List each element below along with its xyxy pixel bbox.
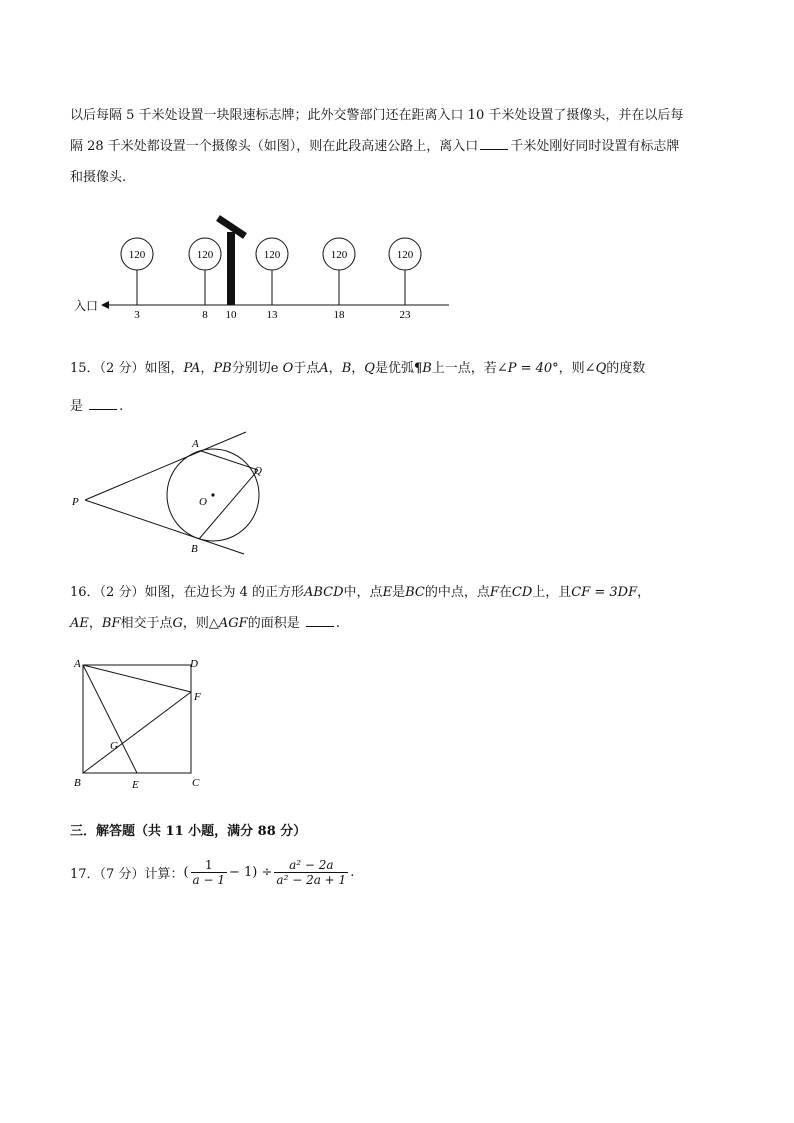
sign-8 xyxy=(189,238,221,321)
q14-line-1 xyxy=(70,104,683,123)
q15-arc-b: B xyxy=(422,361,432,376)
q17-fraction-2 xyxy=(274,858,348,887)
q15-line-2 xyxy=(70,395,123,414)
label-a: A xyxy=(74,658,81,670)
label-o: O xyxy=(199,496,207,508)
center-point xyxy=(211,493,214,496)
square-abcd xyxy=(83,665,191,773)
q17-f1-num: 1 xyxy=(191,858,227,873)
square-figure xyxy=(68,655,208,795)
q15-line2a: 是 xyxy=(70,399,84,414)
q15-line2b: . xyxy=(119,399,124,414)
q16-t5: 上，且 xyxy=(532,585,572,600)
sign-13-km: 13 xyxy=(266,309,278,321)
q15-arc-glyph: ¶ xyxy=(413,361,423,376)
q16-cd: CD xyxy=(511,585,533,600)
sign-18 xyxy=(323,238,355,321)
q16-line-1 xyxy=(70,581,650,600)
q15-angle-q: ∠Q xyxy=(584,361,607,376)
q15-t5: ，则 xyxy=(558,361,585,376)
q16-sep: ， xyxy=(88,616,102,631)
q15-q: Q xyxy=(364,361,375,376)
q16-e: E xyxy=(382,585,393,600)
q17-end: . xyxy=(350,865,355,880)
label-f: F xyxy=(194,691,201,703)
section-3-heading xyxy=(70,820,306,839)
q16-t2: 是 xyxy=(392,585,406,600)
sign-18-value: 120 xyxy=(330,249,348,261)
label-e: E xyxy=(132,779,139,791)
segment-af xyxy=(83,665,191,692)
q15-a: A xyxy=(319,361,329,376)
q16-g: G xyxy=(172,616,183,631)
sign-3-km: 3 xyxy=(134,309,140,321)
q16-eq: CF = 3DF xyxy=(571,585,638,600)
q15-sep3: ， xyxy=(351,361,365,376)
q16-bf: BF xyxy=(101,616,121,631)
q16-answer-blank[interactable] xyxy=(306,614,334,627)
q16-t4: 在 xyxy=(498,585,512,600)
sign-8-value: 120 xyxy=(196,249,214,261)
q17-open: ( xyxy=(183,865,189,880)
label-b: B xyxy=(74,777,81,789)
chord-bq xyxy=(199,470,258,539)
sign-3-value: 120 xyxy=(128,249,146,261)
q15-prefix: 15．（2 分）如图， xyxy=(70,361,184,376)
q15-sep2: ， xyxy=(328,361,342,376)
q14-text-2a: 隔 28 千米处都设置一个摄像头（如图），则在此段高速公路上，离入口 xyxy=(70,139,479,154)
sign-23 xyxy=(389,238,421,321)
q16-ae: AE xyxy=(70,616,89,631)
sign-23-value: 120 xyxy=(396,249,414,261)
sign-13-value: 120 xyxy=(263,249,281,261)
q16-abcd: ABCD xyxy=(303,585,344,600)
q15-sep1: ， xyxy=(200,361,214,376)
section-3-title: 三．解答题（共 11 小题，满分 88 分） xyxy=(70,824,307,839)
q14-text-3: 和摄像头. xyxy=(70,170,127,185)
q17-prefix: 17．（7 分）计算： xyxy=(70,867,184,882)
q14-answer-blank[interactable] xyxy=(480,137,508,150)
q15-t1: 分别切 xyxy=(231,361,271,376)
q16-t9: 的面积是 xyxy=(247,616,300,631)
sign-18-km: 18 xyxy=(333,309,345,321)
q16-f: F xyxy=(489,585,499,600)
q17-line xyxy=(70,858,354,887)
tangent-pb xyxy=(85,500,244,554)
q17-minus: − 1) ÷ xyxy=(229,865,273,880)
q15-line-1 xyxy=(70,357,645,376)
sign-3 xyxy=(121,238,153,321)
q16-t8: ，则 xyxy=(182,616,209,631)
segment-bf xyxy=(83,692,191,773)
camera-10 xyxy=(218,218,245,321)
label-q: Q xyxy=(254,465,262,477)
entrance-label: 入口 xyxy=(74,299,99,313)
q16-line-2 xyxy=(70,612,340,631)
q17-fraction-1 xyxy=(191,858,227,887)
q15-pb: PB xyxy=(213,361,232,376)
q16-t6: ， xyxy=(637,585,651,600)
label-b: B xyxy=(191,543,198,555)
label-p: P xyxy=(72,496,79,508)
q15-angle-p: ∠P = 40° xyxy=(496,361,559,376)
label-a: A xyxy=(192,438,199,450)
q16-t7: 相交于点 xyxy=(120,616,173,631)
q15-t2: 于点 xyxy=(293,361,320,376)
sign-23-km: 23 xyxy=(399,309,411,321)
q17-f1-den: a − 1 xyxy=(192,873,226,887)
camera-10-km: 10 xyxy=(225,309,237,321)
label-c: C xyxy=(192,777,200,789)
sign-8-km: 8 xyxy=(202,309,208,321)
q16-end: . xyxy=(335,616,340,631)
label-g: G xyxy=(110,740,118,752)
q16-bc: BC xyxy=(405,585,425,600)
segment-ae xyxy=(83,665,137,773)
q15-circle-symbol: e xyxy=(270,361,279,376)
q15-b: B xyxy=(341,361,352,376)
q15-o: O xyxy=(282,361,294,376)
q14-text-2b: 千米处刚好同时设置有标志牌 xyxy=(510,139,680,154)
q16-tri: △AGF xyxy=(208,616,248,631)
q16-t3: 的中点，点 xyxy=(424,585,490,600)
road-arrow-head xyxy=(101,301,109,309)
q15-t6: 的度数 xyxy=(606,361,646,376)
q15-t4: 上一点，若 xyxy=(431,361,497,376)
q15-t3: 是优弧 xyxy=(374,361,414,376)
road-figure xyxy=(65,212,465,322)
tangent-pa xyxy=(85,432,246,500)
q15-pa: PA xyxy=(183,361,201,376)
sign-13 xyxy=(256,238,288,321)
q15-answer-blank[interactable] xyxy=(89,397,117,410)
q17-f2-den: a² − 2a + 1 xyxy=(276,873,347,887)
q17-f2-num: a² − 2a xyxy=(274,858,348,873)
q16-prefix: 16．（2 分）如图，在边长为 4 的正方形 xyxy=(70,585,304,600)
q16-t1: 中，点 xyxy=(343,585,383,600)
q14-line-3 xyxy=(70,166,126,185)
q14-text-1: 以后每隔 5 千米处设置一块限速标志牌；此外交警部门还在距离入口 10 千米处设置了摄像头，并在以后每 xyxy=(70,108,684,123)
q14-line-2 xyxy=(70,135,679,154)
circle-figure xyxy=(68,430,268,565)
chord-aq xyxy=(201,451,258,470)
label-d: D xyxy=(190,658,198,670)
